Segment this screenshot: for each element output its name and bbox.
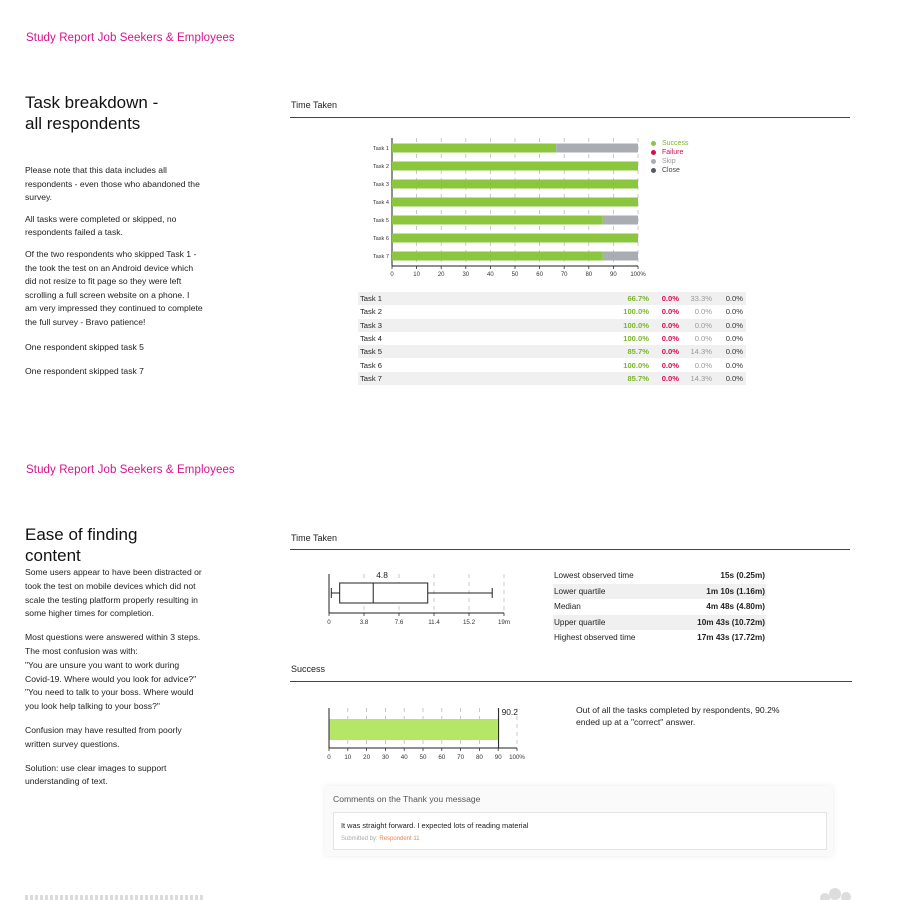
stats-row bbox=[553, 615, 766, 631]
task-name-cell: Task 1 bbox=[360, 294, 382, 304]
legend-item-close: Close bbox=[651, 166, 688, 175]
x-tick-label: 90 bbox=[494, 754, 502, 761]
stat-value: 10m 43s (10.72m) bbox=[697, 617, 765, 627]
x-tick-label: 50 bbox=[419, 754, 427, 761]
x-tick-label: 30 bbox=[462, 272, 470, 278]
bar-success bbox=[392, 234, 638, 243]
stat-label: Upper quartile bbox=[554, 617, 606, 627]
table-row bbox=[358, 372, 746, 385]
success-cell: 100.0% bbox=[623, 334, 649, 344]
stat-value: 1m 10s (1.16m) bbox=[706, 586, 765, 596]
skip-cell: 0.0% bbox=[694, 307, 712, 317]
box-iqr bbox=[340, 583, 428, 603]
failure-cell: 0.0% bbox=[661, 294, 679, 304]
skip-cell: 0.0% bbox=[694, 320, 712, 330]
section-title-success: Success bbox=[291, 664, 326, 674]
close-cell: 0.0% bbox=[725, 334, 743, 344]
stat-value: 4m 48s (4.80m) bbox=[706, 602, 765, 612]
table-row bbox=[358, 345, 746, 358]
task-name-cell: Task 4 bbox=[360, 334, 382, 344]
x-tick-label: 80 bbox=[475, 754, 483, 761]
skip-cell: 0.0% bbox=[694, 334, 712, 344]
task-breakdown-chart bbox=[360, 134, 650, 284]
bar-success bbox=[392, 180, 638, 189]
close-dot-icon bbox=[651, 168, 656, 173]
page-title-2 bbox=[25, 524, 137, 566]
page-title-line-1: Task breakdown - bbox=[25, 93, 159, 112]
close-cell: 0.0% bbox=[725, 307, 743, 317]
skip-cell: 14.3% bbox=[690, 347, 712, 357]
task-label: Task 6 bbox=[372, 236, 389, 242]
close-cell: 0.0% bbox=[725, 360, 743, 370]
task-label: Task 5 bbox=[372, 218, 389, 224]
note-paragraph: Please note that this data includes all respondents - even those who abandoned the survey. bbox=[25, 165, 200, 203]
comment-meta bbox=[341, 836, 420, 842]
x-tick-label: 70 bbox=[457, 754, 465, 761]
stats-row bbox=[553, 599, 766, 615]
x-tick-label: 30 bbox=[381, 754, 389, 761]
failure-dot-icon bbox=[651, 150, 656, 155]
success-cell: 66.7% bbox=[627, 294, 649, 304]
comment-text: It was straight forward. I expected lots of reading material bbox=[341, 821, 529, 830]
success-rate-chart bbox=[322, 704, 530, 764]
table-row bbox=[358, 358, 746, 371]
success-cell: 100.0% bbox=[623, 320, 649, 330]
footer-text-cutoff bbox=[25, 895, 205, 900]
stat-value: 17m 43s (17.72m) bbox=[697, 633, 765, 643]
company-logo-icon bbox=[818, 884, 852, 900]
success-value-label: 90.2 bbox=[501, 707, 518, 717]
stat-label: Median bbox=[554, 602, 581, 612]
success-summary-text: Out of all the tasks completed by respondents, 90.2% ended up at a "correct" answer. bbox=[576, 705, 780, 727]
bar-skip bbox=[556, 144, 638, 153]
close-cell: 0.0% bbox=[725, 373, 743, 383]
bar-success bbox=[392, 198, 638, 207]
page1-notes bbox=[25, 164, 203, 379]
legend-item-failure: Failure bbox=[651, 148, 688, 157]
note-paragraph: One respondent skipped task 7 bbox=[25, 366, 144, 377]
page-title-line-2: all respondents bbox=[25, 114, 141, 133]
x-tick-label: 10 bbox=[344, 754, 352, 761]
note-paragraph: Most questions were answered within 3 steps. The most confusion was with: "You are unsure you want to work during Covid-19. Where would you look for advice?" "You need to talk to your boss. Where would you look help talking to your boss?" bbox=[25, 632, 201, 712]
stats-row bbox=[553, 568, 766, 584]
x-tick-label: 70 bbox=[560, 272, 568, 278]
x-tick-label: 80 bbox=[585, 272, 593, 278]
chart-legend bbox=[651, 139, 688, 175]
x-tick-label: 10 bbox=[413, 272, 420, 278]
respondent-link[interactable]: Respondent 11 bbox=[379, 836, 420, 842]
bar-skip bbox=[603, 216, 638, 225]
note-paragraph: Confusion may have resulted from poorly written survey questions. bbox=[25, 724, 182, 749]
comments-title: Comments on the Thank you message bbox=[333, 794, 481, 804]
skip-cell: 0.0% bbox=[694, 360, 712, 370]
stats-row bbox=[553, 584, 766, 600]
note-paragraph: All tasks were completed or skipped, no respondents failed a task. bbox=[25, 213, 177, 238]
success-cell: 100.0% bbox=[623, 307, 649, 317]
failure-cell: 0.0% bbox=[661, 320, 679, 330]
task-label: Task 4 bbox=[372, 200, 389, 206]
skip-dot-icon bbox=[651, 159, 656, 164]
page-title-2-line-1: Ease of finding bbox=[25, 525, 138, 544]
success-cell: 85.7% bbox=[627, 347, 649, 357]
bar-success bbox=[392, 216, 603, 225]
section-divider bbox=[290, 117, 850, 118]
note-paragraph: Some users appear to have been distracted or took the test on mobile devices which did not scale the testing platform properly resulting in some higher times for completion. bbox=[25, 567, 202, 619]
x-tick-label: 60 bbox=[438, 754, 446, 761]
section-title-time-taken-2: Time Taken bbox=[291, 533, 338, 543]
x-tick-label: 40 bbox=[400, 754, 408, 761]
task-label: Task 1 bbox=[372, 146, 389, 152]
x-tick-label: 60 bbox=[536, 272, 543, 278]
stat-label: Lowest observed time bbox=[554, 571, 634, 581]
task-name-cell: Task 7 bbox=[360, 373, 382, 383]
success-bar bbox=[330, 719, 500, 740]
task-name-cell: Task 3 bbox=[360, 320, 382, 330]
x-tick-label: 19m bbox=[497, 619, 511, 626]
x-tick-label: 0 bbox=[327, 754, 331, 761]
time-taken-boxplot bbox=[322, 566, 522, 632]
time-stats-table bbox=[553, 568, 766, 646]
stat-value: 15s (0.25m) bbox=[720, 571, 765, 581]
table-row bbox=[358, 319, 746, 332]
stat-label: Lower quartile bbox=[554, 586, 606, 596]
legend-item-success: Success bbox=[651, 139, 688, 148]
table-row bbox=[358, 292, 746, 305]
section-divider bbox=[290, 549, 850, 550]
x-tick-label: 11.4 bbox=[428, 619, 440, 626]
success-cell: 85.7% bbox=[627, 373, 649, 383]
note-paragraph: One respondent skipped task 5 bbox=[25, 341, 144, 352]
table-row bbox=[358, 332, 746, 345]
submitted-by-label: Submitted by: bbox=[341, 836, 378, 842]
close-cell: 0.0% bbox=[725, 347, 743, 357]
task-name-cell: Task 2 bbox=[360, 307, 382, 317]
task-label: Task 3 bbox=[372, 182, 389, 188]
task-label: Task 2 bbox=[372, 164, 389, 170]
x-tick-label: 3.8 bbox=[359, 619, 369, 626]
report-brand-title: Study Report Job Seekers & Employees bbox=[26, 32, 235, 44]
close-cell: 0.0% bbox=[725, 320, 743, 330]
comment-card bbox=[333, 812, 827, 850]
stats-row bbox=[553, 630, 766, 646]
report-brand-title-2: Study Report Job Seekers & Employees bbox=[26, 464, 235, 476]
x-tick-label: 50 bbox=[511, 272, 519, 278]
x-tick-label: 20 bbox=[437, 272, 445, 278]
task-name-cell: Task 6 bbox=[360, 360, 382, 370]
x-tick-label: 15.2 bbox=[462, 619, 476, 626]
task-label: Task 7 bbox=[372, 254, 389, 260]
x-tick-label: 20 bbox=[363, 754, 371, 761]
comments-panel bbox=[325, 786, 833, 856]
x-tick-label: 7.6 bbox=[394, 619, 404, 626]
success-cell: 100.0% bbox=[623, 360, 649, 370]
x-tick-label: 0 bbox=[327, 619, 331, 626]
failure-cell: 0.0% bbox=[661, 373, 679, 383]
note-paragraph: Solution: use clear images to support understanding of text. bbox=[25, 762, 167, 787]
section-divider bbox=[290, 681, 852, 682]
failure-cell: 0.0% bbox=[661, 334, 679, 344]
bar-skip bbox=[603, 252, 638, 261]
page-title bbox=[25, 92, 158, 134]
bar-success bbox=[392, 252, 603, 261]
note-paragraph: Of the two respondents who skipped Task 1 - the took the test on an Android device which did not resize to fit page so they were left scrolling a full screen website on a phone. I am very impressed they continued to complete the full survey - Bravo patience! bbox=[25, 248, 203, 327]
page-title-2-line-2: content bbox=[25, 546, 81, 565]
success-dot-icon bbox=[651, 141, 656, 146]
task-results-table bbox=[358, 292, 746, 385]
x-tick-label: 40 bbox=[487, 272, 494, 278]
skip-cell: 14.3% bbox=[690, 373, 712, 383]
close-cell: 0.0% bbox=[725, 294, 743, 304]
x-tick-label: 100% bbox=[630, 272, 646, 278]
x-tick-label: 100% bbox=[509, 754, 525, 761]
bar-success bbox=[392, 162, 638, 171]
bar-success bbox=[392, 144, 556, 153]
section-title-time-taken: Time Taken bbox=[291, 100, 338, 110]
legend-item-skip: Skip bbox=[651, 157, 688, 166]
failure-cell: 0.0% bbox=[661, 360, 679, 370]
failure-cell: 0.0% bbox=[661, 307, 679, 317]
skip-cell: 33.3% bbox=[690, 294, 712, 304]
task-name-cell: Task 5 bbox=[360, 347, 382, 357]
table-row bbox=[358, 305, 746, 318]
x-tick-label: 0 bbox=[390, 272, 394, 278]
stat-label: Highest observed time bbox=[554, 633, 636, 643]
page2-notes bbox=[25, 566, 203, 789]
failure-cell: 0.0% bbox=[661, 347, 679, 357]
median-label: 4.8 bbox=[376, 570, 388, 580]
x-tick-label: 90 bbox=[610, 272, 617, 278]
